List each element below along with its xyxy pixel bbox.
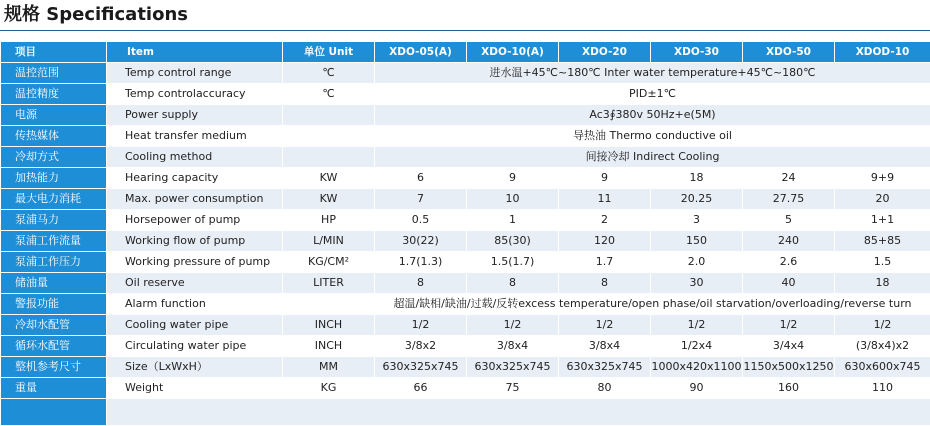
row-value: 18 — [651, 168, 743, 189]
row-unit — [283, 294, 375, 315]
header-model: XDOD-10 — [835, 42, 930, 63]
row-value: 630x325x745 — [375, 357, 467, 378]
row-label-en: Cooling method — [107, 147, 283, 168]
table-row — [1, 294, 930, 315]
row-label-cn: 加热能力 — [1, 168, 107, 189]
row-label-cn: 循环水配管 — [1, 336, 107, 357]
table-row — [1, 252, 930, 273]
row-value: 1/2 — [743, 315, 835, 336]
row-label-en: Horsepower of pump — [107, 210, 283, 231]
row-shared-value: Ac3∮380v 50Hz+e(5M) — [375, 105, 930, 126]
row-label-en: Temp control range — [107, 63, 283, 84]
row-shared-value: 间接冷却 Indirect Cooling — [375, 147, 930, 168]
row-unit: ℃ — [283, 63, 375, 84]
row-value: 18 — [835, 273, 930, 294]
row-value: 10 — [467, 189, 559, 210]
row-value: 9+9 — [835, 168, 930, 189]
row-value: 7 — [375, 189, 467, 210]
page-title: 规格 Specifications — [4, 2, 188, 28]
row-value: 240 — [743, 231, 835, 252]
row-value: 30 — [651, 273, 743, 294]
row-value: 40 — [743, 273, 835, 294]
header-unit: 单位 Unit — [283, 42, 375, 63]
row-label-en: Oil reserve — [107, 273, 283, 294]
header-model: XDO-30 — [651, 42, 743, 63]
row-value: 85+85 — [835, 231, 930, 252]
row-value: 2.6 — [743, 252, 835, 273]
row-label-cn: 重量 — [1, 378, 107, 399]
row-label-cn: 警报功能 — [1, 294, 107, 315]
row-value: 3/8x4 — [559, 336, 651, 357]
row-value: 90 — [651, 378, 743, 399]
row-label-cn: 储油量 — [1, 273, 107, 294]
row-label-cn: 传热媒体 — [1, 126, 107, 147]
row-shared-value: 超温/缺相/缺油/过载/反转excess temperature/open phase/oil starvation/overloading/reverse turn — [375, 294, 930, 315]
row-shared-value: 进水温+45℃~180℃ Inter water temperature+45℃~180℃ — [375, 63, 930, 84]
row-value: 8 — [375, 273, 467, 294]
table-row — [1, 63, 930, 84]
row-value: 1/2x4 — [651, 336, 743, 357]
row-unit: KG/CM² — [283, 252, 375, 273]
row-unit: INCH — [283, 336, 375, 357]
row-label-cn: 温控范围 — [1, 63, 107, 84]
row-unit: LITER — [283, 273, 375, 294]
row-value: 1150x500x1250 — [743, 357, 835, 378]
row-label-en: Circulating water pipe — [107, 336, 283, 357]
row-value: 3/4x4 — [743, 336, 835, 357]
row-value: 630x325x745 — [467, 357, 559, 378]
row-value: 66 — [375, 378, 467, 399]
row-value: 80 — [559, 378, 651, 399]
row-label-en: Working flow of pump — [107, 231, 283, 252]
row-value: 5 — [743, 210, 835, 231]
row-value: 150 — [651, 231, 743, 252]
row-unit — [283, 126, 375, 147]
row-value: 3/8x2 — [375, 336, 467, 357]
specifications-table — [0, 41, 930, 426]
row-unit — [283, 105, 375, 126]
row-label-cn: 最大电力消耗 — [1, 189, 107, 210]
row-value: 20 — [835, 189, 930, 210]
row-label-cn: 泵浦工作压力 — [1, 252, 107, 273]
row-label-cn: 冷却水配管 — [1, 315, 107, 336]
row-value: 120 — [559, 231, 651, 252]
row-value: 11 — [559, 189, 651, 210]
row-value: 8 — [559, 273, 651, 294]
row-label-cn: 电源 — [1, 105, 107, 126]
row-value: 3 — [651, 210, 743, 231]
row-unit: MM — [283, 357, 375, 378]
row-label-cn: 泵浦工作流量 — [1, 231, 107, 252]
header-item: Item — [107, 42, 283, 63]
title-rule — [0, 30, 930, 31]
row-value: 1/2 — [467, 315, 559, 336]
row-label-cn: 温控精度 — [1, 84, 107, 105]
row-value: 630x325x745 — [559, 357, 651, 378]
header-model: XDO-05(A) — [375, 42, 467, 63]
row-value: 1.7 — [559, 252, 651, 273]
table-row — [1, 126, 930, 147]
row-value: 1/2 — [375, 315, 467, 336]
table-row — [1, 147, 930, 168]
row-value: (3/8x4)x2 — [835, 336, 930, 357]
header-model: XDO-10(A) — [467, 42, 559, 63]
row-label-en: Hearing capacity — [107, 168, 283, 189]
header-cn: 项目 — [1, 42, 107, 63]
row-value: 630x600x745 — [835, 357, 930, 378]
row-value: 85(30) — [467, 231, 559, 252]
row-value: 160 — [743, 378, 835, 399]
row-value: 24 — [743, 168, 835, 189]
header-model: XDO-50 — [743, 42, 835, 63]
row-value: 110 — [835, 378, 930, 399]
table-row — [1, 210, 930, 231]
table-row — [1, 189, 930, 210]
row-value: 30(22) — [375, 231, 467, 252]
row-unit — [283, 147, 375, 168]
row-unit: ℃ — [283, 84, 375, 105]
row-unit: KG — [283, 378, 375, 399]
row-shared-value: 导热油 Thermo conductive oil — [375, 126, 930, 147]
table-row — [1, 336, 930, 357]
row-value: 8 — [467, 273, 559, 294]
row-label-en: Max. power consumption — [107, 189, 283, 210]
row-value: 1.5(1.7) — [467, 252, 559, 273]
table-row — [1, 378, 930, 399]
row-label-en: Power supply — [107, 105, 283, 126]
row-value: 27.75 — [743, 189, 835, 210]
row-value: 3/8x4 — [467, 336, 559, 357]
header-row — [1, 42, 930, 63]
row-value: 1.7(1.3) — [375, 252, 467, 273]
row-unit: KW — [283, 189, 375, 210]
row-unit: KW — [283, 168, 375, 189]
table-row — [1, 105, 930, 126]
row-value: 1.5 — [835, 252, 930, 273]
table-row — [1, 231, 930, 252]
row-value: 20.25 — [651, 189, 743, 210]
row-value: 1 — [467, 210, 559, 231]
row-value: 1/2 — [651, 315, 743, 336]
row-label-en: Heat transfer medium — [107, 126, 283, 147]
table-body — [1, 63, 930, 426]
row-unit: HP — [283, 210, 375, 231]
row-value: 0.5 — [375, 210, 467, 231]
row-value: 75 — [467, 378, 559, 399]
row-value: 1+1 — [835, 210, 930, 231]
row-label-en: Cooling water pipe — [107, 315, 283, 336]
row-unit: L/MIN — [283, 231, 375, 252]
footer-band-label — [1, 399, 107, 426]
table-row — [1, 273, 930, 294]
row-shared-value: PID±1℃ — [375, 84, 930, 105]
table-row — [1, 315, 930, 336]
row-value: 9 — [559, 168, 651, 189]
row-unit: INCH — [283, 315, 375, 336]
row-value: 9 — [467, 168, 559, 189]
row-label-cn: 整机参考尺寸 — [1, 357, 107, 378]
row-label-en: Alarm function — [107, 294, 283, 315]
table-row — [1, 357, 930, 378]
row-value: 1/2 — [835, 315, 930, 336]
row-label-cn: 冷却方式 — [1, 147, 107, 168]
footer-band-body — [107, 399, 930, 426]
row-value: 2.0 — [651, 252, 743, 273]
row-value: 1000x420x1100 — [651, 357, 743, 378]
row-label-en: Temp controlaccuracy — [107, 84, 283, 105]
row-label-cn: 泵浦马力 — [1, 210, 107, 231]
row-label-en: Size（LxWxH） — [107, 357, 283, 378]
table-row — [1, 168, 930, 189]
row-label-en: Working pressure of pump — [107, 252, 283, 273]
row-label-en: Weight — [107, 378, 283, 399]
table-row — [1, 84, 930, 105]
row-value: 2 — [559, 210, 651, 231]
row-value: 6 — [375, 168, 467, 189]
row-value: 1/2 — [559, 315, 651, 336]
table-footer-band — [1, 399, 930, 426]
header-model: XDO-20 — [559, 42, 651, 63]
